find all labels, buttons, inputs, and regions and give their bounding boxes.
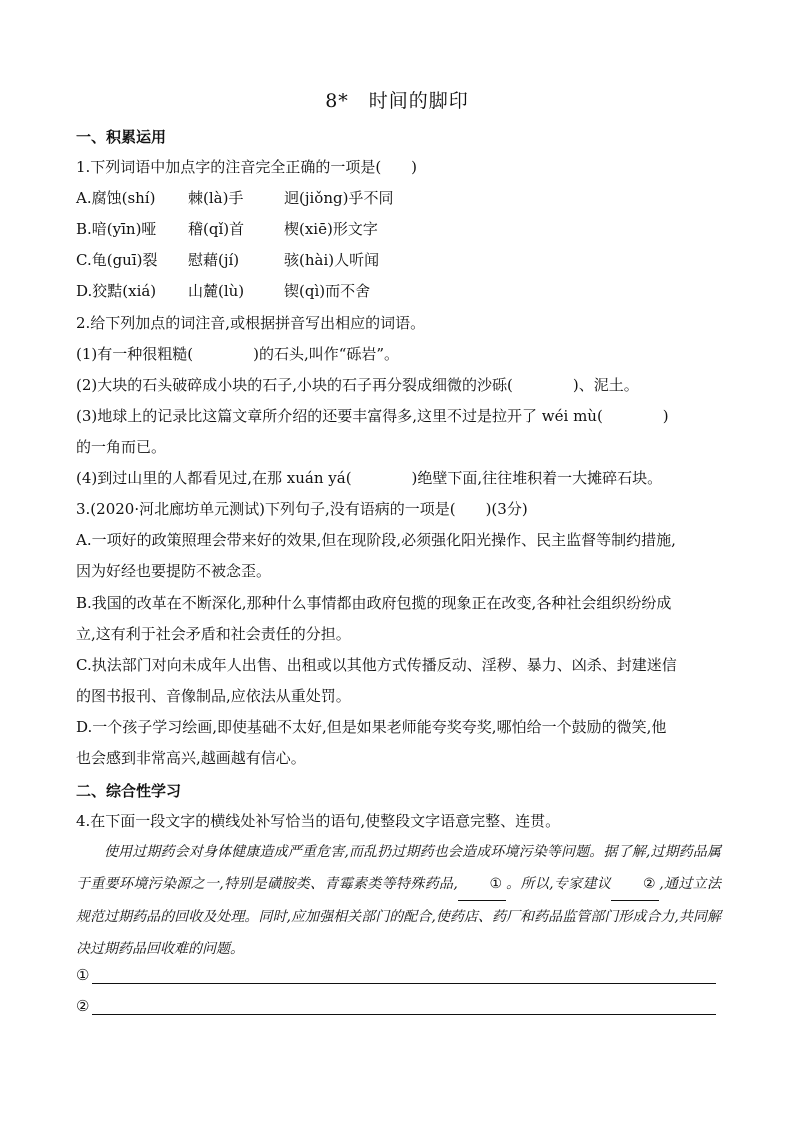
question-1-option-b[interactable]	[76, 218, 378, 239]
question-2-stem: 2.给下列加点的词注音,或根据拼音写出相应的词语。	[76, 314, 426, 332]
answer-rule	[92, 1014, 716, 1015]
answer-rule	[92, 983, 716, 984]
question-3-option-c-cont: 的图书报刊、音像制品,应依法从重处罚。	[76, 687, 351, 705]
question-3-stem: 3.(2020·河北廊坊单元测试)下列句子,没有语病的一项是( )(3分)	[76, 500, 528, 518]
section-heading-integrated: 二、综合性学习	[76, 782, 182, 800]
question-3-option-a-cont: 因为好经也要提防不被念歪。	[76, 562, 272, 580]
question-3-option-a[interactable]: A.一项好的政策照理会带来好的效果,但在现阶段,必须强化阳光操作、民主监督等制约措施,	[76, 531, 676, 549]
question-2-item-continued: 的一角而已。	[76, 438, 167, 456]
answer-number: ②	[76, 997, 90, 1015]
question-3-option-b-cont: 立,这有利于社会矛盾和社会责任的分担。	[76, 625, 351, 643]
question-1-option-a[interactable]	[76, 187, 393, 208]
option-word: D.狡黠(xiá)	[76, 282, 157, 300]
passage-text: 。所以,专家建议	[505, 876, 612, 892]
answer-number: ①	[76, 966, 90, 984]
option-word: 慰藉(jí)	[188, 251, 240, 269]
option-word: C.龟(guī)裂	[76, 251, 158, 269]
option-word: 楔(xiē)形文字	[284, 220, 378, 238]
question-2-item: (2)大块的石头破碎成小块的石子,小块的石子再分裂成细微的沙砾( )、泥土。	[76, 376, 639, 394]
question-1-option-d[interactable]	[76, 280, 370, 301]
passage-text: ,通过立法规范过期药品的回收及处理。同时,应加强相关部门的配合,使药店、药厂和药品监管部门形成合力,共同解决过期药品回收难的问题。	[76, 876, 722, 957]
passage-text: 使用过期药会对身体健康造成严重危害,而乱扔过期药也会造成环境污染等问题。据了解,过期药品属于重要环境污染源之一,特别是磺胺类、青霉素类等特殊药品,	[76, 844, 721, 892]
option-word: 锲(qì)而不舍	[284, 282, 371, 300]
option-word: 骇(hài)人听闻	[284, 251, 380, 269]
option-word: 迥(jiǒng)乎不同	[284, 189, 394, 207]
question-4-stem: 4.在下面一段文字的横线处补写恰当的语句,使整段文字语意完整、连贯。	[76, 812, 561, 830]
question-1-option-c[interactable]	[76, 249, 379, 270]
question-3-option-c[interactable]: C.执法部门对向未成年人出售、出租或以其他方式传播反动、淫秽、暴力、凶杀、封建迷信	[76, 656, 677, 674]
fill-blank-2[interactable]: ②	[611, 868, 659, 901]
question-1-stem: 1.下列词语中加点字的注音完全正确的一项是( )	[76, 158, 418, 176]
fill-blank-1[interactable]: ①	[458, 868, 506, 901]
option-word: 山麓(lù)	[188, 282, 245, 300]
option-word: A.腐蚀(shí)	[76, 189, 156, 207]
answer-line-1[interactable]	[76, 966, 716, 986]
question-2-item: (1)有一种很粗糙( )的石头,叫作“砾岩”。	[76, 345, 400, 363]
option-word: 稽(qǐ)首	[188, 220, 245, 238]
question-3-option-d-cont: 也会感到非常高兴,越画越有信心。	[76, 749, 306, 767]
question-2-item: (4)到过山里的人都看见过,在那 xuán yá( )绝壁下面,往往堆积着一大摊碎石块。	[76, 469, 663, 487]
question-4-passage	[76, 836, 721, 965]
question-3-option-d[interactable]: D.一个孩子学习绘画,即使基础不太好,但是如果老师能夸奖夸奖,哪怕给一个鼓励的微笑,他	[76, 718, 667, 736]
page-title: 8* 时间的脚印	[325, 90, 469, 112]
answer-line-2[interactable]	[76, 997, 716, 1017]
question-2-item: (3)地球上的记录比这篇文章所介绍的还要丰富得多,这里不过是拉开了 wéi mù( )	[76, 407, 669, 425]
option-word: 棘(là)手	[188, 189, 244, 207]
question-3-option-b[interactable]: B.我国的改革在不断深化,那种什么事情都由政府包揽的现象正在改变,各种社会组织纷纷成	[76, 594, 672, 612]
option-word: B.喑(yīn)哑	[76, 220, 157, 238]
section-heading-accumulation: 一、积累运用	[76, 128, 167, 146]
